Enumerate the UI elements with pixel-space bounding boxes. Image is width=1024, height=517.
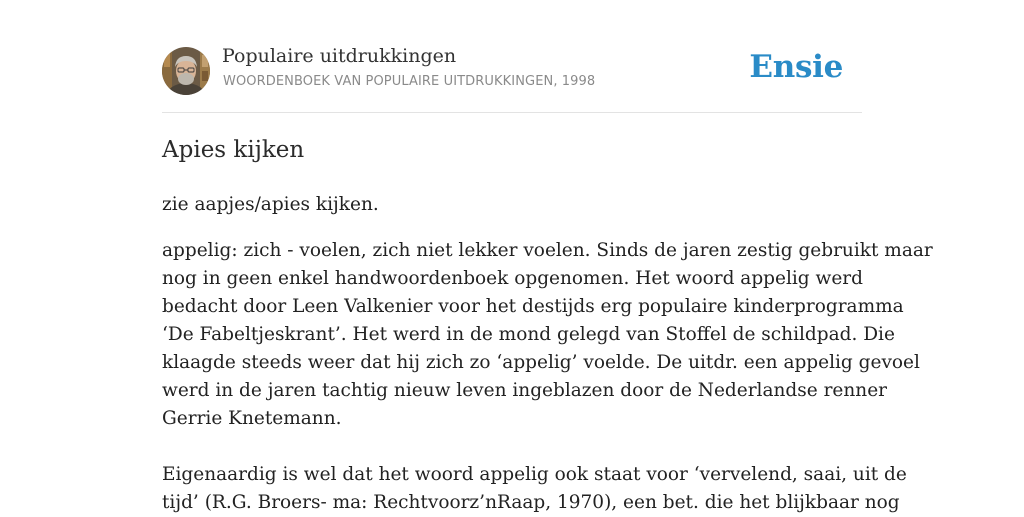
entry-body [162, 237, 933, 517]
body-line: Gerrie Knetemann. [162, 408, 342, 429]
page-container [162, 0, 933, 513]
body-line: werd in de jaren tachtig nieuw leven ingeblazen door de Nederlandse renner [162, 380, 887, 401]
body-line: nog in geen enkel handwoordenboek opgenomen. Het woord appelig werd [162, 268, 863, 289]
body-line: appelig: zich - voelen, zich niet lekker voelen. Sinds de jaren zestig gebruikt maar [162, 240, 933, 261]
author-avatar[interactable] [162, 47, 210, 95]
body-line: ‘De Fabeltjeskrant’. Het werd in de mond gelegd van Stoffel de schildpad. Die [162, 324, 895, 345]
body-line: bedacht door Leen Valkenier voor het destijds erg populaire kinderprogramma [162, 296, 904, 317]
source-subtitle: WOORDENBOEK VAN POPULAIRE UITDRUKKINGEN, 1998 [223, 74, 596, 89]
portrait-avatar-icon [162, 47, 210, 95]
ensie-logo[interactable]: Ensie [749, 49, 843, 85]
body-line: Eigenaardig is wel dat het woord appelig ook staat voor ‘vervelend, saai, uit de [162, 464, 907, 485]
entry-title: Apies kijken [162, 137, 305, 163]
body-blank-line [162, 433, 874, 461]
body-line: klaagde steeds weer dat hij zich zo ‘appelig’ voelde. De uitdr. een appelig gevoel [162, 352, 920, 373]
source-title[interactable]: Populaire uitdrukkingen [222, 45, 457, 67]
source-header [162, 0, 862, 113]
see-also-text: zie aapjes/apies kijken. [162, 194, 379, 215]
body-line: tijd’ (R.G. Broers- ma: Rechtvoorz’nRaap, 1970), een bet. die het blijkbaar nog [162, 492, 900, 513]
